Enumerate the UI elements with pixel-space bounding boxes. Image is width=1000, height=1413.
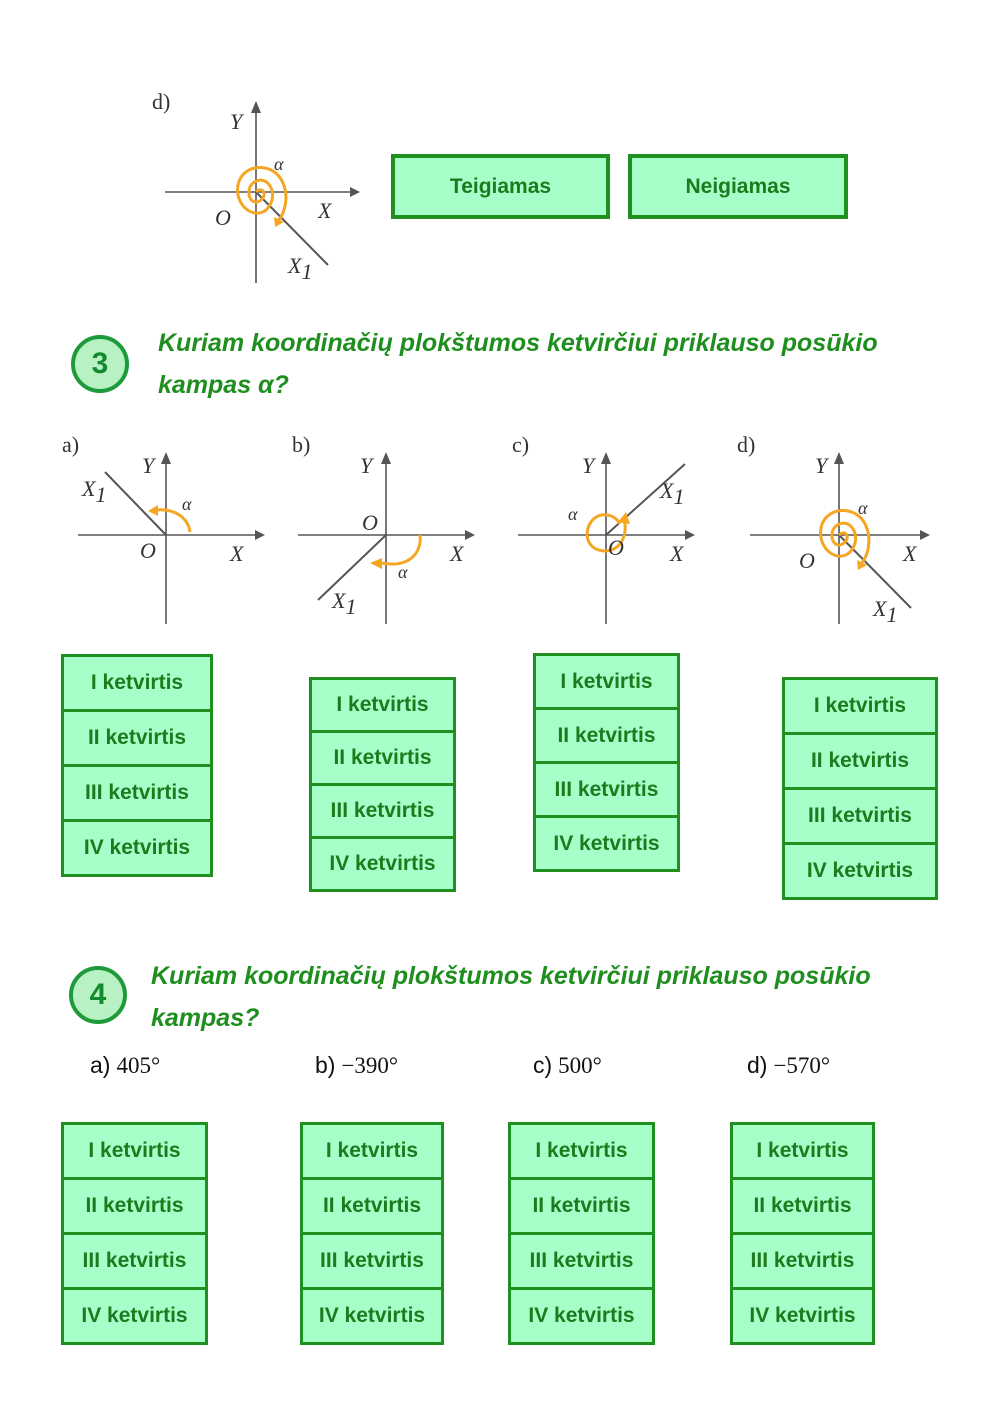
option-ii-quadrant[interactable]: II ketvirtis: [309, 730, 456, 786]
question-4-line1: Kuriam koordinačių plokštumos ketvirčiui priklauso posūkio: [151, 962, 871, 990]
option-ii-quadrant[interactable]: II ketvirtis: [61, 1177, 208, 1235]
figure-letter: c): [512, 432, 530, 457]
alpha-label: α: [182, 494, 192, 514]
x1-label: X1: [660, 478, 685, 509]
angle-b: b) −390°: [315, 1052, 399, 1078]
negative-button[interactable]: Neigiamas: [628, 154, 848, 219]
x1-label: X1: [288, 253, 313, 284]
option-iii-quadrant[interactable]: III ketvirtis: [300, 1232, 444, 1290]
origin-label: O: [799, 548, 815, 573]
q4-options-d: [730, 1122, 875, 1345]
angle-a: a) 405°: [90, 1052, 161, 1078]
option-i-quadrant[interactable]: I ketvirtis: [61, 1122, 208, 1180]
alpha-label: α: [858, 498, 868, 518]
q3-options-b: [309, 677, 456, 892]
q3-options-d: [782, 677, 938, 900]
q3-options-a: [61, 654, 213, 877]
origin-label: O: [140, 538, 156, 563]
angle-c: c) 500°: [533, 1052, 602, 1078]
option-ii-quadrant[interactable]: II ketvirtis: [508, 1177, 655, 1235]
option-i-quadrant[interactable]: I ketvirtis: [533, 653, 680, 710]
x1-label: X1: [873, 596, 898, 627]
origin-label: O: [215, 205, 231, 230]
option-iii-quadrant[interactable]: III ketvirtis: [309, 783, 456, 839]
option-ii-quadrant[interactable]: II ketvirtis: [730, 1177, 875, 1235]
figure-letter: b): [292, 432, 311, 457]
figure-letter: a): [62, 432, 80, 457]
question-3-number: 3: [71, 335, 129, 393]
option-iv-quadrant[interactable]: IV ketvirtis: [61, 1287, 208, 1345]
option-iv-quadrant[interactable]: IV ketvirtis: [309, 836, 456, 892]
option-iii-quadrant[interactable]: III ketvirtis: [533, 761, 680, 818]
option-ii-quadrant[interactable]: II ketvirtis: [61, 709, 213, 767]
question-3-line1: Kuriam koordinačių plokštumos ketvirčiui priklauso posūkio: [158, 329, 878, 357]
q4-options-c: [508, 1122, 655, 1345]
option-iv-quadrant[interactable]: IV ketvirtis: [61, 819, 213, 877]
alpha-label: α: [274, 154, 284, 174]
alpha-label: α: [568, 504, 578, 524]
question-3-line2: kampas α?: [158, 371, 289, 399]
top-figure-d: [150, 85, 360, 295]
alpha-label: α: [398, 562, 408, 582]
option-iv-quadrant[interactable]: IV ketvirtis: [508, 1287, 655, 1345]
option-iii-quadrant[interactable]: III ketvirtis: [782, 787, 938, 845]
q4-options-a: [61, 1122, 208, 1345]
option-ii-quadrant[interactable]: II ketvirtis: [782, 732, 938, 790]
option-i-quadrant[interactable]: I ketvirtis: [300, 1122, 444, 1180]
figure-letter: d): [737, 432, 756, 457]
axis-y-label: Y: [230, 109, 243, 134]
origin-label: O: [608, 535, 624, 560]
option-iii-quadrant[interactable]: III ketvirtis: [730, 1232, 875, 1290]
x1-label: X1: [82, 476, 107, 507]
option-iii-quadrant[interactable]: III ketvirtis: [61, 1232, 208, 1290]
axis-x-label: X: [318, 198, 332, 223]
axis-x-label: X: [670, 541, 684, 566]
option-iv-quadrant[interactable]: IV ketvirtis: [533, 815, 680, 872]
axis-x-label: X: [450, 541, 464, 566]
option-iv-quadrant[interactable]: IV ketvirtis: [300, 1287, 444, 1345]
axis-y-label: Y: [582, 453, 595, 478]
figure-d: [735, 428, 950, 628]
axis-y-label: Y: [815, 453, 828, 478]
figure-c: [510, 428, 725, 628]
q4-options-b: [300, 1122, 444, 1345]
question-3-text: [158, 322, 958, 406]
option-ii-quadrant[interactable]: II ketvirtis: [533, 707, 680, 764]
option-i-quadrant[interactable]: I ketvirtis: [508, 1122, 655, 1180]
x1-label: X1: [332, 588, 357, 619]
option-i-quadrant[interactable]: I ketvirtis: [782, 677, 938, 735]
option-iv-quadrant[interactable]: IV ketvirtis: [782, 842, 938, 900]
axis-x-label: X: [230, 541, 244, 566]
angle-d: d) −570°: [747, 1052, 831, 1078]
q3-options-c: [533, 653, 680, 872]
figure-b: [290, 428, 505, 628]
option-ii-quadrant[interactable]: II ketvirtis: [300, 1177, 444, 1235]
figure-a: [60, 428, 275, 628]
option-i-quadrant[interactable]: I ketvirtis: [730, 1122, 875, 1180]
axis-y-label: Y: [360, 453, 373, 478]
option-iii-quadrant[interactable]: III ketvirtis: [508, 1232, 655, 1290]
option-iv-quadrant[interactable]: IV ketvirtis: [730, 1287, 875, 1345]
question-4-text: [151, 955, 951, 1039]
origin-label: O: [362, 510, 378, 535]
option-i-quadrant[interactable]: I ketvirtis: [61, 654, 213, 712]
option-i-quadrant[interactable]: I ketvirtis: [309, 677, 456, 733]
option-iii-quadrant[interactable]: III ketvirtis: [61, 764, 213, 822]
question-4-line2: kampas?: [151, 1004, 260, 1032]
figure-letter: d): [152, 89, 171, 114]
question-4-number: 4: [69, 966, 127, 1024]
axis-y-label: Y: [142, 453, 155, 478]
positive-button[interactable]: Teigiamas: [391, 154, 610, 219]
axis-x-label: X: [903, 541, 917, 566]
